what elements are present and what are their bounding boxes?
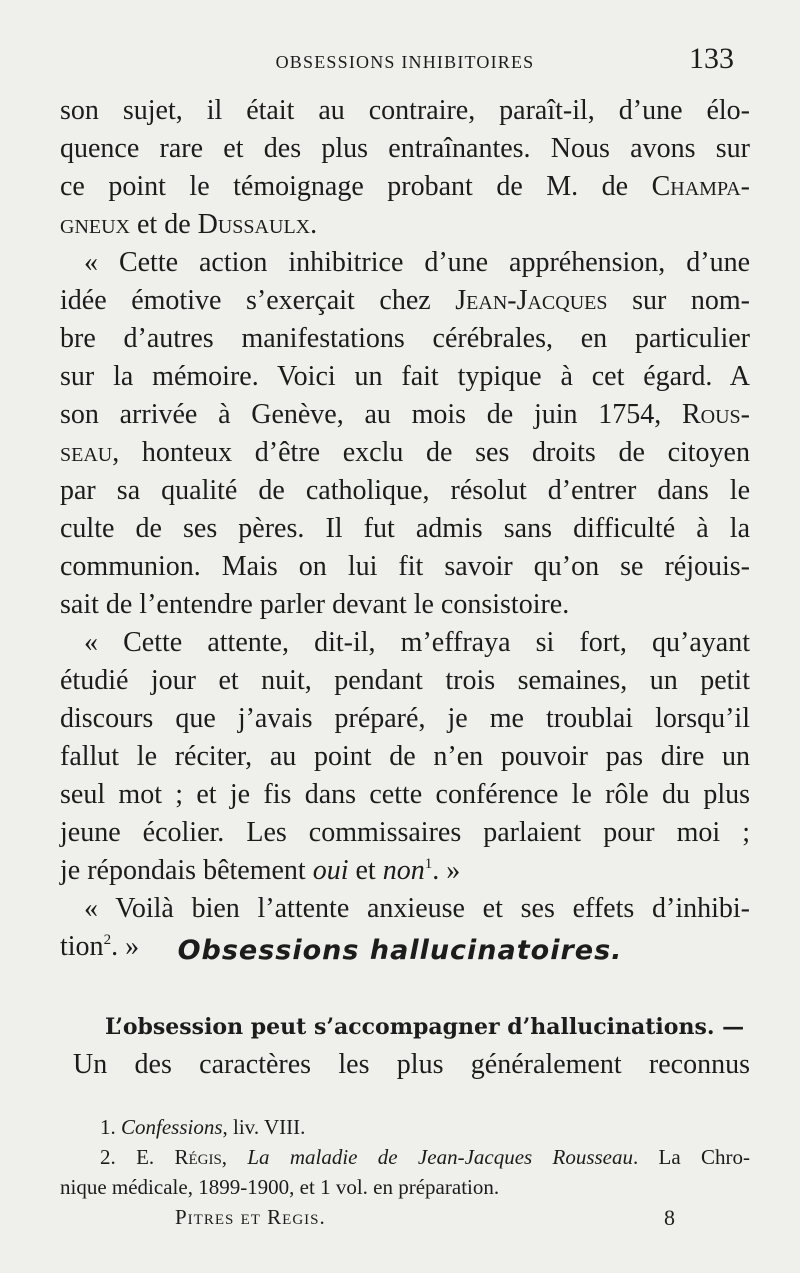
running-title: OBSESSIONS INHIBITOIRES <box>275 52 535 72</box>
text-line: ce point le témoignage probant de M. de Champa- <box>60 171 750 202</box>
text-line: « Cette action inhibitrice d’une appréhension, d’une <box>84 247 750 278</box>
printer-signature <box>175 1205 675 1235</box>
text-line: culte de ses pères. Il fut admis sans difficulté à la <box>60 513 750 544</box>
text-line: jeune écolier. Les commissaires parlaient pour moi ; <box>60 817 750 848</box>
signature-sheet-number: 8 <box>664 1205 675 1230</box>
text-line: sait de l’entendre parler devant le consistoire. <box>60 589 570 620</box>
signature-authors: Pitres et Regis. <box>175 1205 326 1229</box>
text-line: son arrivée à Genève, au mois de juin 1754, Rous- <box>60 399 750 430</box>
text-line: bre d’autres manifestations cérébrales, en particulier <box>60 323 750 354</box>
footnotes <box>60 1112 750 1202</box>
text-line: Un des caractères les plus généralement reconnus <box>73 1049 750 1080</box>
text-line: son sujet, il était au contraire, paraît-il, d’une élo- <box>60 95 750 126</box>
section-heading: Obsessions hallucinatoires. <box>177 935 623 966</box>
text-line: discours que j’avais préparé, je me troublai lorsqu’il <box>60 703 750 734</box>
text-line: par sa qualité de catholique, résolut d’entrer dans le <box>60 475 750 506</box>
page-number: 133 <box>689 42 734 75</box>
text-line: je répondais bêtement oui et non$^1$. » <box>60 855 461 886</box>
text-line: seau, honteux d’être exclu de ses droits de citoyen <box>60 437 750 468</box>
text-line: fallut le réciter, au point de n’en pouvoir pas dire un <box>60 741 750 772</box>
running-head <box>60 42 750 82</box>
text-line: communion. Mais on lui fit savoir qu’on se réjouis- <box>60 551 750 582</box>
footnote-2-continued: nique médicale, 1899-1900, et 1 vol. en préparation. <box>60 1175 500 1199</box>
body-text <box>60 92 750 966</box>
text-line: sur la mémoire. Voici un fait typique à cet égard. A <box>60 361 750 392</box>
text-line: étudié jour et nuit, pendant trois semaines, un petit <box>60 665 750 696</box>
footnote-2: 2. E. Régis, La maladie de Jean-Jacques Rousseau. La Chro- <box>100 1145 751 1169</box>
text-line: quence rare et des plus entraînantes. Nous avons sur <box>60 133 750 164</box>
text-line: gneux et de Dussaulx. <box>60 209 318 240</box>
footnote-1: 1. Confessions, liv. VIII. <box>100 1115 306 1139</box>
text-line: seul mot ; et je fis dans cette conférence le rôle du plus <box>60 779 750 810</box>
footnote-ref: 2 <box>103 932 112 948</box>
text-line: idée émotive s’exerçait chez Jean-Jacques sur nom- <box>60 285 750 316</box>
footnote-ref: 1 <box>424 856 433 872</box>
text-line: tion$^2$. » <box>60 931 140 962</box>
text-line: « Cette attente, dit-il, m’effraya si fort, qu’ayant <box>84 627 750 658</box>
text-line: « Voilà bien l’attente anxieuse et ses effets d’inhibi- <box>84 893 750 924</box>
section-paragraph <box>73 1008 750 1084</box>
paragraph-lead: L’obsession peut s’accompagner d’hallucinations. — <box>105 1014 745 1040</box>
